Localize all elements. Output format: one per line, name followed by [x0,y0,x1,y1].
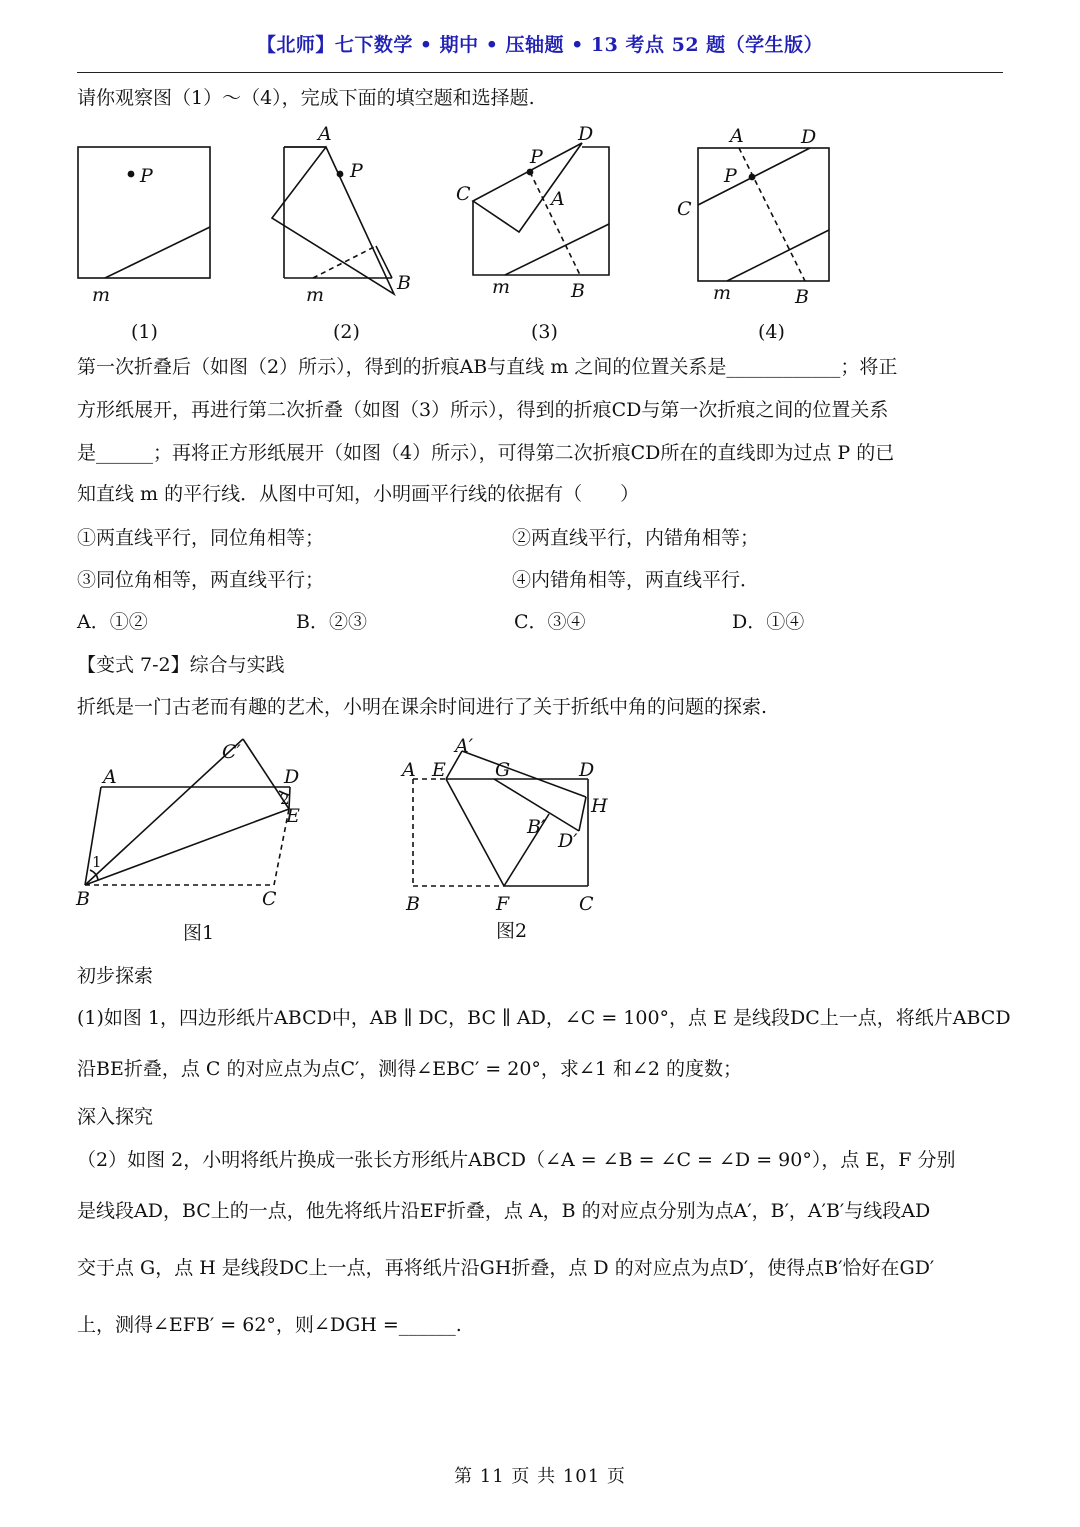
p1-line1: (1)如图 1，四边形纸片ABCD中，AB ∥ DC，BC ∥ AD，∠C = 100°，点 E 是线段DC上一点，将纸片ABCD [77,1007,1011,1029]
fig2-label-P: P [350,160,363,182]
fig1-label-P: P [140,165,153,187]
fig4-label-B: B [795,286,809,308]
choice-c: C．③④ [514,611,586,633]
fig1-label-m: m [92,284,111,306]
f2-label-E: E [432,759,446,781]
fold-figures-bottom [0,720,1080,950]
f2-label-H: H [591,795,608,817]
f2-label-B: B [406,893,420,915]
section-deep: 深入探究 [77,1106,154,1128]
f2-label-C: C [579,893,594,915]
variant-intro: 折纸是一门古老而有趣的艺术，小明在课余时间进行了关于折纸中角的问题的探索. [77,696,768,718]
f1-label-D: D [284,766,300,788]
f1-label-Cp: C′ [222,741,241,763]
f2-label-Ap: A′ [455,735,474,757]
p2-line2: 是线段AD，BC上的一点，他先将纸片沿EF折叠，点 A，B 的对应点分别为点A′，B′，A′B′与线段AD [77,1200,931,1222]
f1-label-A: A [103,766,117,788]
p2-line1: （2）如图 2，小明将纸片换成一张长方形纸片ABCD（∠A = ∠B = ∠C = ∠D = 90°），点 E，F 分别 [77,1149,956,1171]
choice-a: A．①② [77,611,148,633]
fig1-caption-bottom: 图1 [183,922,215,944]
p2-line3: 交于点 G，点 H 是线段DC上一点，再将纸片沿GH折叠，点 D 的对应点为点D′，使得点B′恰好在GD′ [77,1257,935,1279]
fig4-label-P: P [724,165,737,187]
fig2-caption-bottom: 图2 [496,920,528,942]
fig3-label-C: C [456,183,471,205]
fig4-label-C: C [677,198,692,220]
f1-angle-1: 1 [92,853,102,871]
f2-label-A: A [402,759,416,781]
fig1-caption: (1) [131,321,158,343]
q1-line1: 第一次折叠后（如图（2）所示），得到的折痕AB与直线 m 之间的位置关系是____________；将正 [77,356,898,378]
f1-angle-2: 2 [280,790,290,808]
option-3: ③同位角相等，两直线平行； [77,569,325,591]
choice-d: D．①④ [732,611,805,633]
page-footer: 第 11 页 共 101 页 [454,1466,626,1487]
fig2-label-m: m [306,284,325,306]
fig2-caption: (2) [333,321,360,343]
fig3-label-P: P [530,146,543,168]
choice-b: B．②③ [296,611,367,633]
f2-label-F: F [496,893,510,915]
fig2-label-B: B [397,272,411,294]
fig4-label-m: m [713,282,732,304]
fig3-label-D: D [578,123,594,145]
fold-figures-top [0,0,1080,350]
f1-label-E: E [286,805,300,827]
page-header: 【北师】七下数学 • 期中 • 压轴题 • 13 考点 52 题（学生版） [256,34,824,56]
f2-label-D: D [579,759,595,781]
f1-label-B: B [76,888,90,910]
fig3-label-m: m [492,276,511,298]
f2-label-G: G [495,759,511,781]
q1-line3: 是______；再将正方形纸展开（如图（4）所示），可得第二次折痕CD所在的直线即为过点 P 的已 [77,442,895,464]
p2-line4: 上，测得∠EFB′ = 62°，则∠DGH =______. [77,1314,462,1336]
q1-line4: 知直线 m 的平行线．从图中可知，小明画平行线的依据有（ ） [77,483,640,505]
intro-text: 请你观察图（1）～（4），完成下面的填空题和选择题. [77,87,535,109]
fig2-label-A: A [318,123,332,145]
fig3-caption: (3) [531,321,558,343]
f2-label-Bp: B′ [527,816,546,838]
option-1: ①两直线平行，同位角相等； [77,527,325,549]
fig4-label-D: D [801,126,817,148]
option-4: ④内错角相等，两直线平行． [512,569,760,591]
f2-label-Dp: D′ [558,830,578,852]
variant-title: 【变式 7-2】综合与实践 [77,654,285,676]
fig4-label-A: A [730,125,744,147]
f1-label-C: C [262,888,277,910]
fig4-caption: (4) [758,321,785,343]
section-initial: 初步探索 [77,965,154,987]
q1-line2: 方形纸展开，再进行第二次折叠（如图（3）所示），得到的折痕CD与第一次折痕之间的位置关系 [77,399,889,421]
p1-line2: 沿BE折叠，点 C 的对应点为点C′，测得∠EBC′ = 20°，求∠1 和∠2 的度数； [77,1058,743,1080]
fig3-label-A: A [551,188,565,210]
fig3-label-B: B [571,280,585,302]
option-2: ②两直线平行，内错角相等； [512,527,760,549]
